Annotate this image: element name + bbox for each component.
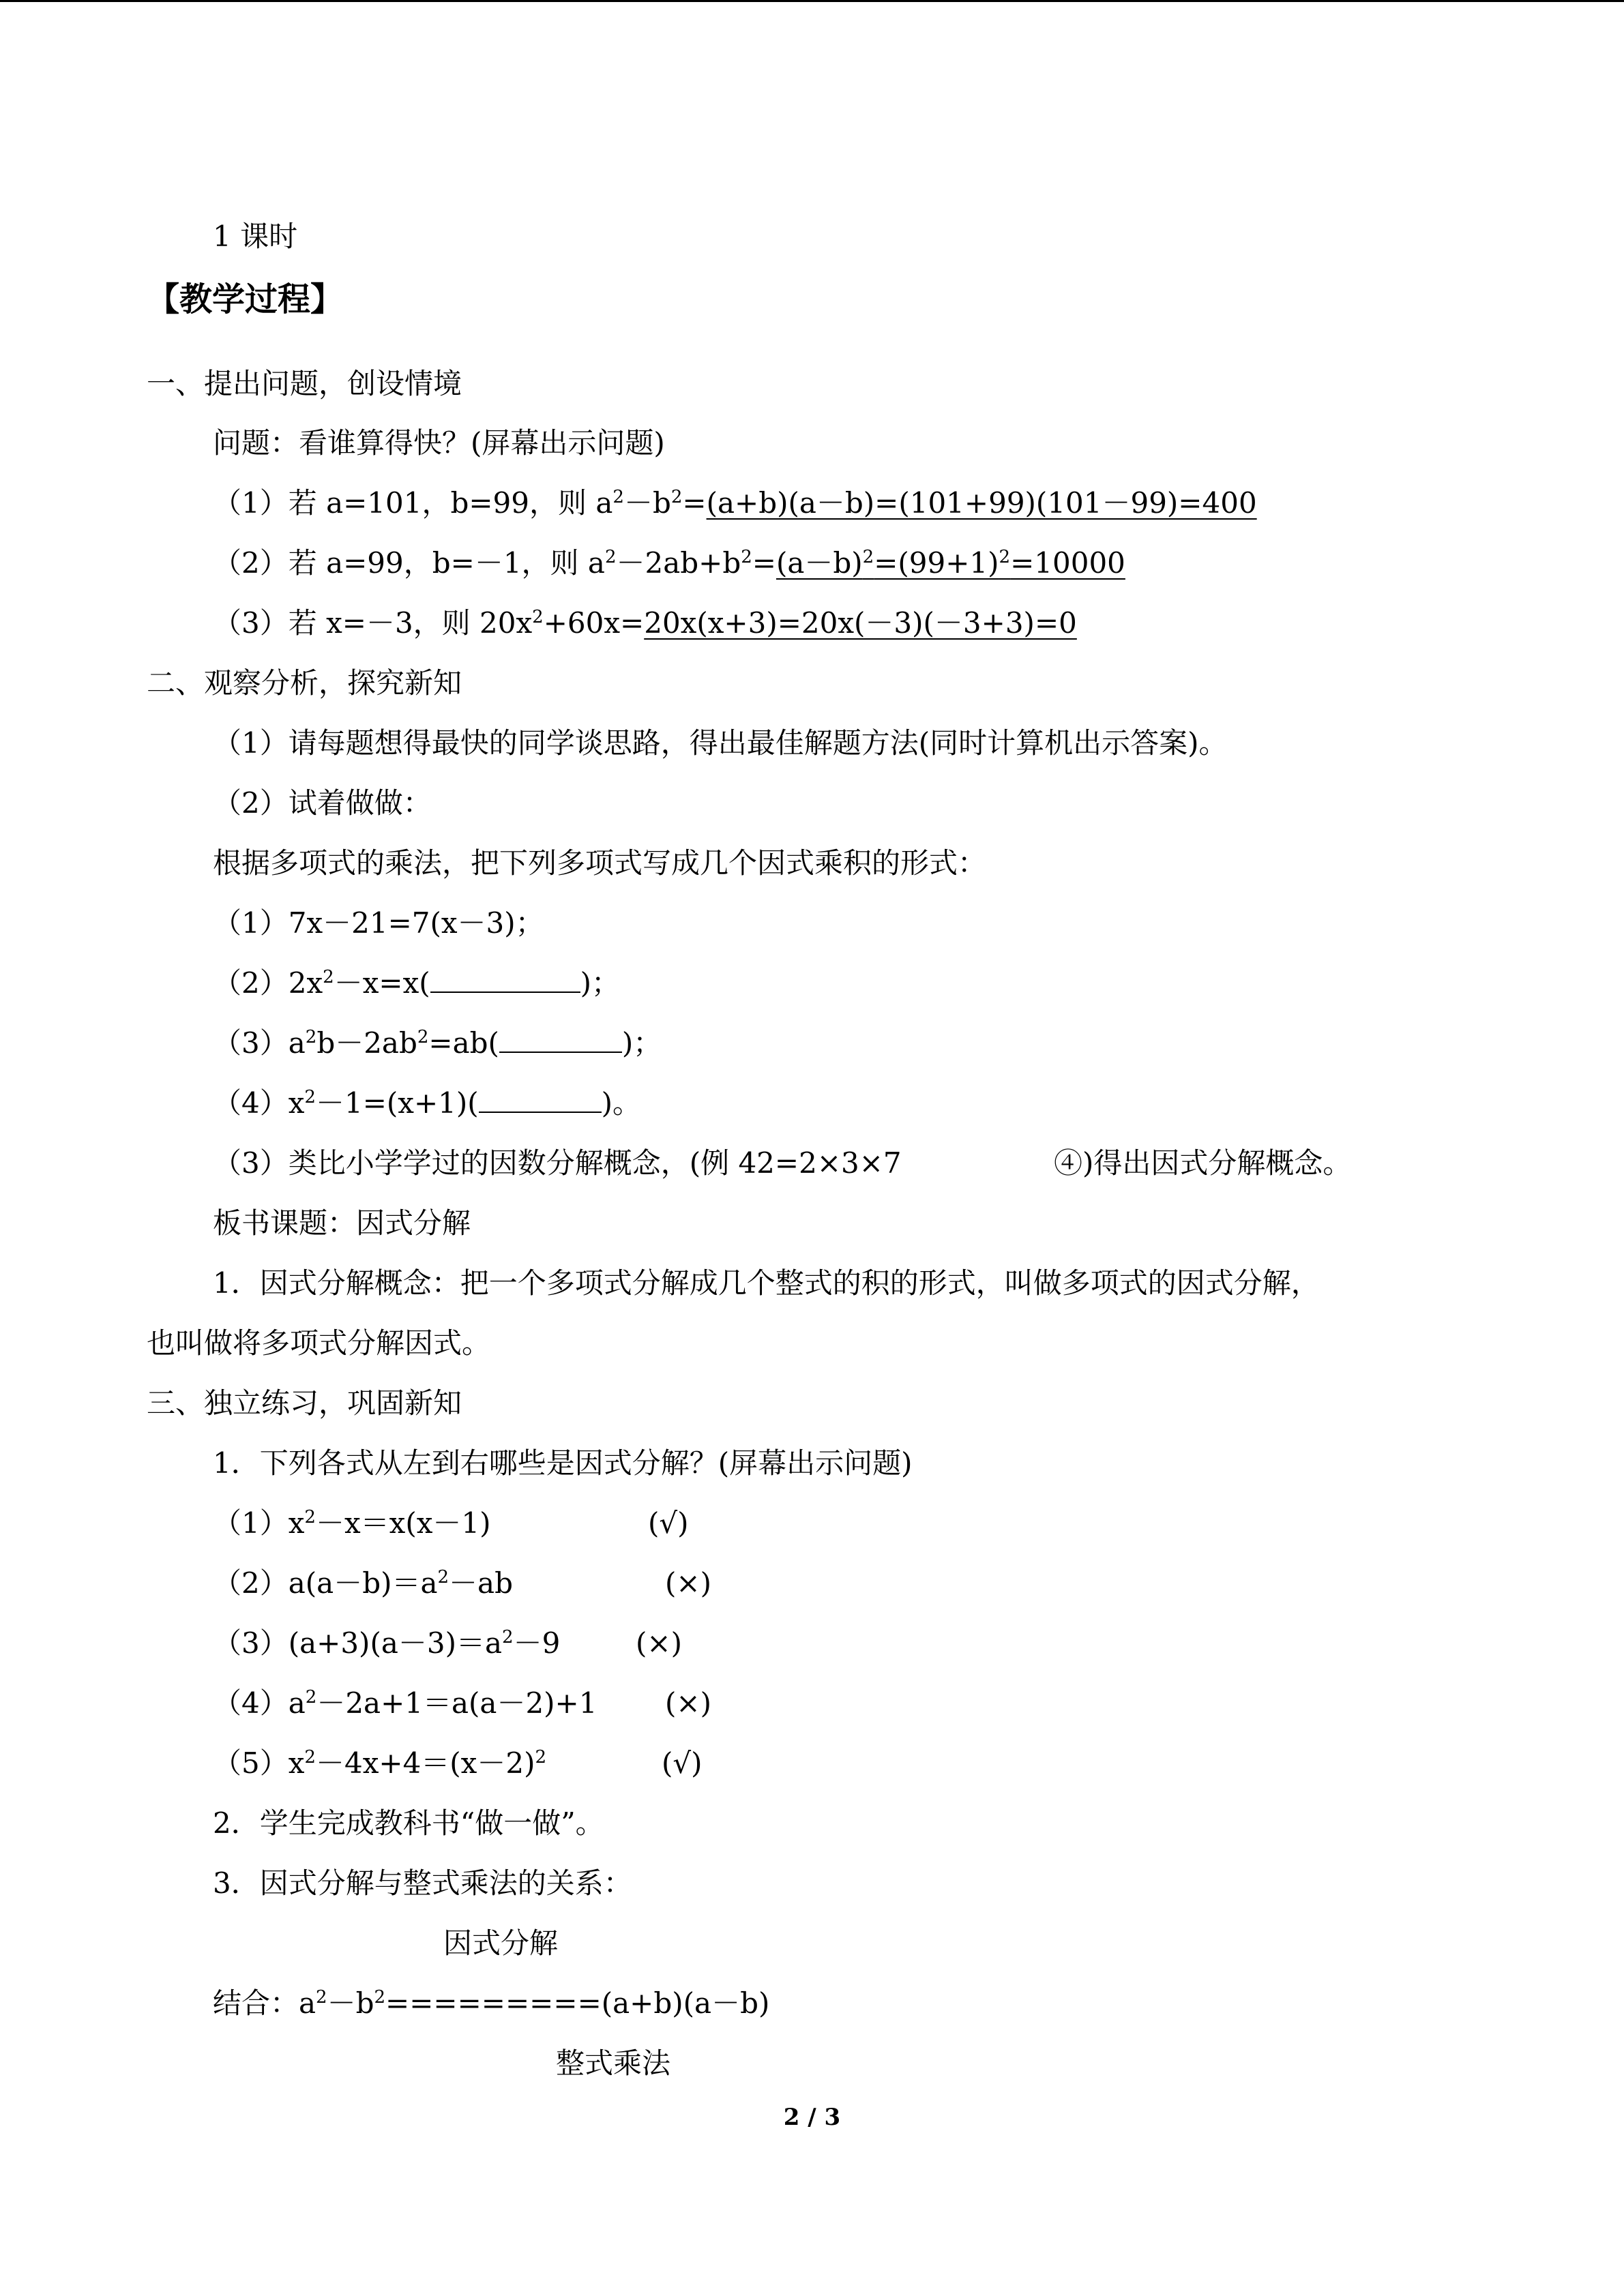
part2-line4-a: （3）类比小学学过的因数分解概念，(例 42=2×3×7	[213, 1146, 902, 1180]
item-5-b: －4x+4＝(x－2)	[315, 1746, 535, 1780]
q1-sup2: 2	[670, 487, 683, 507]
q1-prefix: （1）若 a=101，b=99，则 a	[213, 486, 613, 520]
item-1	[213, 1504, 491, 1542]
item-5-mark	[662, 1744, 703, 1783]
exercise-4-b: －1=(x+1)(	[315, 1086, 479, 1120]
item-2-sup: 2	[437, 1567, 449, 1587]
item-3-b: －9	[513, 1626, 561, 1660]
part2-line4-b: ④)得出因式分解概念。	[1054, 1146, 1352, 1180]
exercise-4-a: （4）x	[213, 1086, 305, 1120]
part1-question-text: 问题：看谁算得快？(屏幕出示问题)	[213, 426, 665, 460]
part1-question	[213, 424, 665, 462]
lesson-time-text: 1 课时	[213, 220, 298, 253]
part3-line1	[213, 1444, 913, 1482]
part2-line1-text: （1）请每题想得最快的同学谈思路，得出最佳解题方法(同时计算机出示答案)。	[213, 726, 1228, 760]
exercise-2-a: （2）2x	[213, 966, 323, 1000]
q2-answer-sup: 2	[862, 547, 874, 567]
q2-prefix: （2）若 a=99，b=－1，则 a	[213, 546, 605, 580]
exercise-4-c: )。	[601, 1086, 642, 1120]
exercise-3-d: )；	[621, 1026, 662, 1060]
item-1-mark-text: (√)	[648, 1506, 689, 1540]
part2-line3-text: 根据多项式的乘法，把下列多项式写成几个因式乘积的形式：	[213, 846, 987, 880]
q1-mid: －b	[623, 486, 671, 520]
q3-sup: 2	[532, 607, 544, 627]
exercise-2-sup: 2	[323, 967, 334, 987]
part2-line7	[147, 1324, 490, 1362]
part1-q3	[213, 604, 1077, 642]
item-3-mark	[636, 1624, 682, 1663]
item-4-a: （4）a	[213, 1686, 306, 1720]
exercise-1	[213, 904, 544, 942]
part3-heading-text: 三、独立练习，巩固新知	[147, 1386, 462, 1420]
q2-sup: 2	[604, 547, 617, 567]
q2-eq: =	[752, 546, 776, 580]
part2-line3	[213, 844, 986, 882]
part2-line5-text: 板书课题：因式分解	[213, 1206, 471, 1240]
item-5-a: （5）x	[213, 1746, 305, 1780]
q2-mid: －2ab+b	[616, 546, 741, 580]
item-5-sup: 2	[304, 1747, 316, 1768]
item-3	[213, 1624, 560, 1663]
exercise-4-blank[interactable]	[479, 1088, 602, 1113]
exercise-4	[213, 1084, 641, 1122]
relation-b: －b	[327, 1986, 374, 2020]
relation-bottom-label	[556, 2044, 670, 2083]
item-5-mark-text: (√)	[662, 1746, 703, 1780]
item-4-mark	[665, 1684, 711, 1723]
item-2	[213, 1564, 513, 1602]
q2-answer-a: (a－b)	[776, 546, 863, 580]
page-number-text: 2 / 3	[783, 2104, 841, 2131]
exercise-1-text: （1）7x－21=7(x－3)；	[213, 906, 544, 940]
part2-line6	[213, 1264, 1320, 1302]
exercise-2-blank[interactable]	[430, 968, 580, 993]
q1-sup: 2	[612, 487, 624, 507]
item-5-sup2: 2	[535, 1747, 547, 1768]
part2-line4-second	[1054, 1144, 1351, 1182]
section-title-text: 【教学过程】	[147, 280, 344, 318]
q1-eq: =	[682, 486, 707, 520]
part2-line1	[213, 724, 1228, 762]
exercise-4-sup: 2	[304, 1087, 316, 1107]
part3-line2	[213, 1804, 604, 1843]
part3-line1-text: 1．下列各式从左到右哪些是因式分解？(屏幕出示问题)	[213, 1446, 913, 1480]
q2-answer-c: =10000	[1010, 546, 1125, 580]
part2-line4	[213, 1144, 902, 1182]
exercise-3-a: （3）a	[213, 1026, 306, 1060]
item-3-sup: 2	[502, 1627, 514, 1648]
item-5	[213, 1744, 546, 1783]
exercise-2-c: )；	[580, 966, 621, 1000]
item-3-a: （3）(a+3)(a－3)＝a	[213, 1626, 503, 1660]
item-1-sup: 2	[304, 1507, 316, 1527]
item-4	[213, 1684, 597, 1723]
page-number	[0, 2104, 1624, 2131]
exercise-2-b: －x=x(	[334, 966, 430, 1000]
q3-answer: 20x(x+3)=20x(－3)(－3+3)=0	[644, 606, 1077, 640]
q2-answer-sup2: 2	[999, 547, 1011, 567]
relation-top-label	[443, 1924, 558, 1963]
exercise-3-c: =ab(	[428, 1026, 499, 1060]
relation-formula	[213, 1984, 769, 2023]
part1-q2	[213, 544, 1125, 582]
item-4-sup: 2	[305, 1687, 317, 1708]
part3-line3	[213, 1864, 632, 1903]
part1-q1	[213, 484, 1257, 522]
relation-c: =========(a+b)(a－b)	[385, 1986, 770, 2020]
part2-line7-text: 也叫做将多项式分解因式。	[147, 1326, 491, 1360]
part3-heading	[147, 1384, 462, 1422]
exercise-3-sup: 2	[305, 1027, 317, 1047]
exercise-3-blank[interactable]	[499, 1028, 622, 1053]
part2-line2	[213, 784, 432, 822]
section-title	[147, 280, 343, 318]
item-4-b: －2a+1＝a(a－2)+1	[316, 1686, 597, 1720]
item-2-a: （2）a(a－b)＝a	[213, 1566, 438, 1600]
q1-answer: (a+b)(a－b)=(101+99)(101－99)=400	[706, 486, 1257, 520]
q3-prefix: （3）若 x=－3，则 20x	[213, 606, 533, 640]
part2-line2-text: （2）试着做做：	[213, 786, 432, 820]
part1-heading	[147, 365, 462, 403]
relation-a: 结合：a	[213, 1986, 316, 2020]
exercise-3-b: b－2ab	[316, 1026, 417, 1060]
part3-line3-text: 3．因式分解与整式乘法的关系：	[213, 1866, 632, 1900]
item-4-mark-text: (×)	[665, 1686, 711, 1720]
item-2-mark	[665, 1564, 711, 1602]
part2-line6-text: 1．因式分解概念：把一个多项式分解成几个整式的积的形式，叫做多项式的因式分解，	[213, 1266, 1320, 1300]
relation-sup: 2	[316, 1987, 327, 2008]
part2-line5	[213, 1204, 471, 1242]
q2-sup2: 2	[741, 547, 752, 567]
item-1-a: （1）x	[213, 1506, 305, 1540]
relation-bottom-text: 整式乘法	[556, 2046, 671, 2080]
q2-answer	[776, 546, 1125, 580]
part1-heading-text: 一、提出问题，创设情境	[147, 367, 462, 400]
item-2-mark-text: (×)	[665, 1566, 711, 1600]
lesson-time	[213, 218, 297, 256]
exercise-3-sup2: 2	[417, 1027, 429, 1047]
item-1-b: －x＝x(x－1)	[315, 1506, 491, 1540]
relation-sup2: 2	[374, 1987, 386, 2008]
q3-mid: +60x=	[543, 606, 645, 640]
exercise-3	[213, 1024, 662, 1062]
item-2-b: －ab	[449, 1566, 513, 1600]
part2-heading	[147, 664, 462, 702]
item-1-mark	[648, 1504, 689, 1542]
exercise-2	[213, 964, 620, 1002]
item-3-mark-text: (×)	[636, 1626, 682, 1660]
relation-top-text: 因式分解	[443, 1926, 559, 1960]
part2-heading-text: 二、观察分析，探究新知	[147, 666, 462, 700]
q2-answer-b: =(99+1)	[874, 546, 999, 580]
part3-line2-text: 2．学生完成教科书“做一做”。	[213, 1806, 604, 1840]
